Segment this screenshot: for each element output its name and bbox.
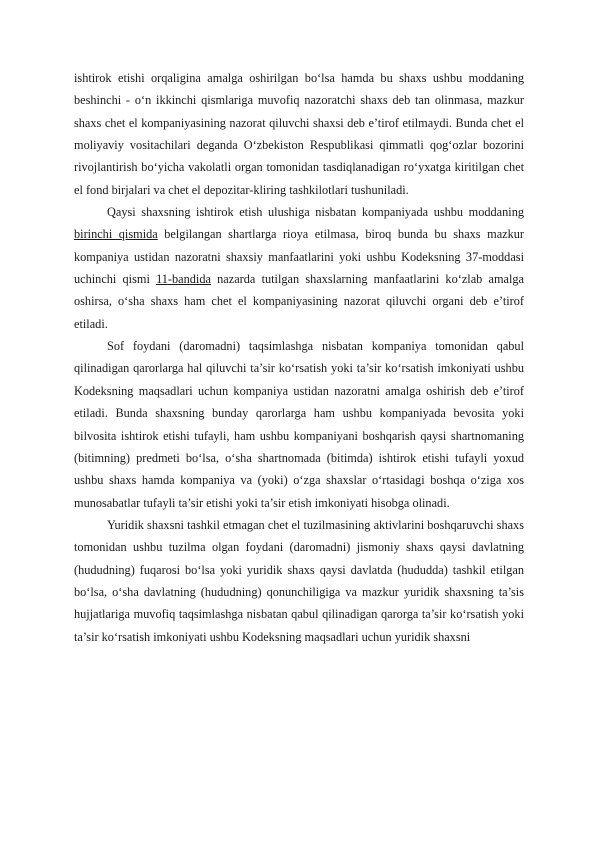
paragraph-2-text-c: nazarda tutilgan shaxslarning manfaatlarini ko‘zlab amalga oshirsa, o‘sha shaxs ham chet el kompaniyasining nazorat qiluvchi organi deb e’tirof etiladi.	[74, 272, 525, 331]
paragraph-4: Yuridik shaxsni tashkil etmagan chet el tuzilmasining aktivlarini boshqaruvchi shaxs tomonidan ushbu tuzilma olgan foydani (daromadni) jismoniy shaxs qaysi davlatning (hududning) fuqarosi bo‘lsa yoki yuridik shaxs qaysi davlatda (hududda) tashkil etilgan bo‘lsa, o‘sha davlatning (hududning) qonunchiligiga va mazkur yuridik shaxsning ta’sis hujjatlariga muvofiq taqsimlashga nisbatan qabul qilinadigan qarorga ta’sir ko‘rsatish yoki ta’sir ko‘rsatish imkoniyati ushbu Kodeksning maqsadlari uchun yuridik shaxsni	[74, 517, 524, 644]
link-11-bandida[interactable]: 11-bandida	[156, 272, 211, 287]
paragraph-1: ishtirok etishi orqaligina amalga oshirilgan bo‘lsa hamda bu shaxs ushbu moddaning beshinchi - o‘n ikkinchi qismlariga muvofiq nazoratchi shaxs deb tan olinmasa, mazkur shaxs chet el kompaniyasining nazorat qiluvchi shaxsi deb e’tirof etilmaydi. Bunda chet el moliyaviy vositachilari deganda O‘zbekiston Respublikasi qimmatli qog‘ozlar bozorini rivojlantirish bo‘yicha vakolatli organ tomonidan tasdiqlanadigan ro‘yxatga kiritilgan chet el fond birjalari va chet el depozitar-kliring tashkilotlari tushuniladi.	[74, 71, 524, 197]
paragraph-3: Sof foydani (daromadni) taqsimlashga nisbatan kompaniya tomonidan qabul qilinadigan qarorlarga hal qiluvchi ta’sir ko‘rsatish yoki ta’sir ko‘rsatish imkoniyati ushbu Kodeksning maqsadlari uchun kompaniya ustidan nazoratni amalga oshirish deb e’tirof etiladi. Bunda shaxsning bunday qarorlarga ham ushbu kompaniyada bevosita yoki bilvosita ishtirok etishi tufayli, ham ushbu kompaniyani boshqarish qaysi shartnomaning (bitimning) predmeti bo‘lsa, o‘sha shartnomada (bitimda) ishtirok etishi tufayli yoxud ushbu shaxs hamda kompaniya va (yoki) o‘zga shaxslar o‘rtasidagi boshqa o‘ziga xos munosabatlar tufayli ta’sir etishi yoki ta’sir etish imkoniyati hisobga olinadi.	[74, 339, 524, 510]
paragraph-2-text-a: Qaysi shaxsning ishtirok etish ulushiga nisbatan kompaniyada ushbu moddaning	[107, 205, 524, 220]
link-birinchi-qismida[interactable]: birinchi qismida	[74, 227, 158, 242]
paragraph-2-text-b: belgilangan shartlarga rioya etilmasa, biroq bunda bu shaxs mazkur kompaniya ustidan nazoratni shaxsiy manfaatlarini yoki ushbu Kodeksning 37-moddasi uchinchi qismi	[74, 227, 525, 287]
paragraph-2	[74, 201, 524, 335]
document-body	[74, 67, 524, 648]
